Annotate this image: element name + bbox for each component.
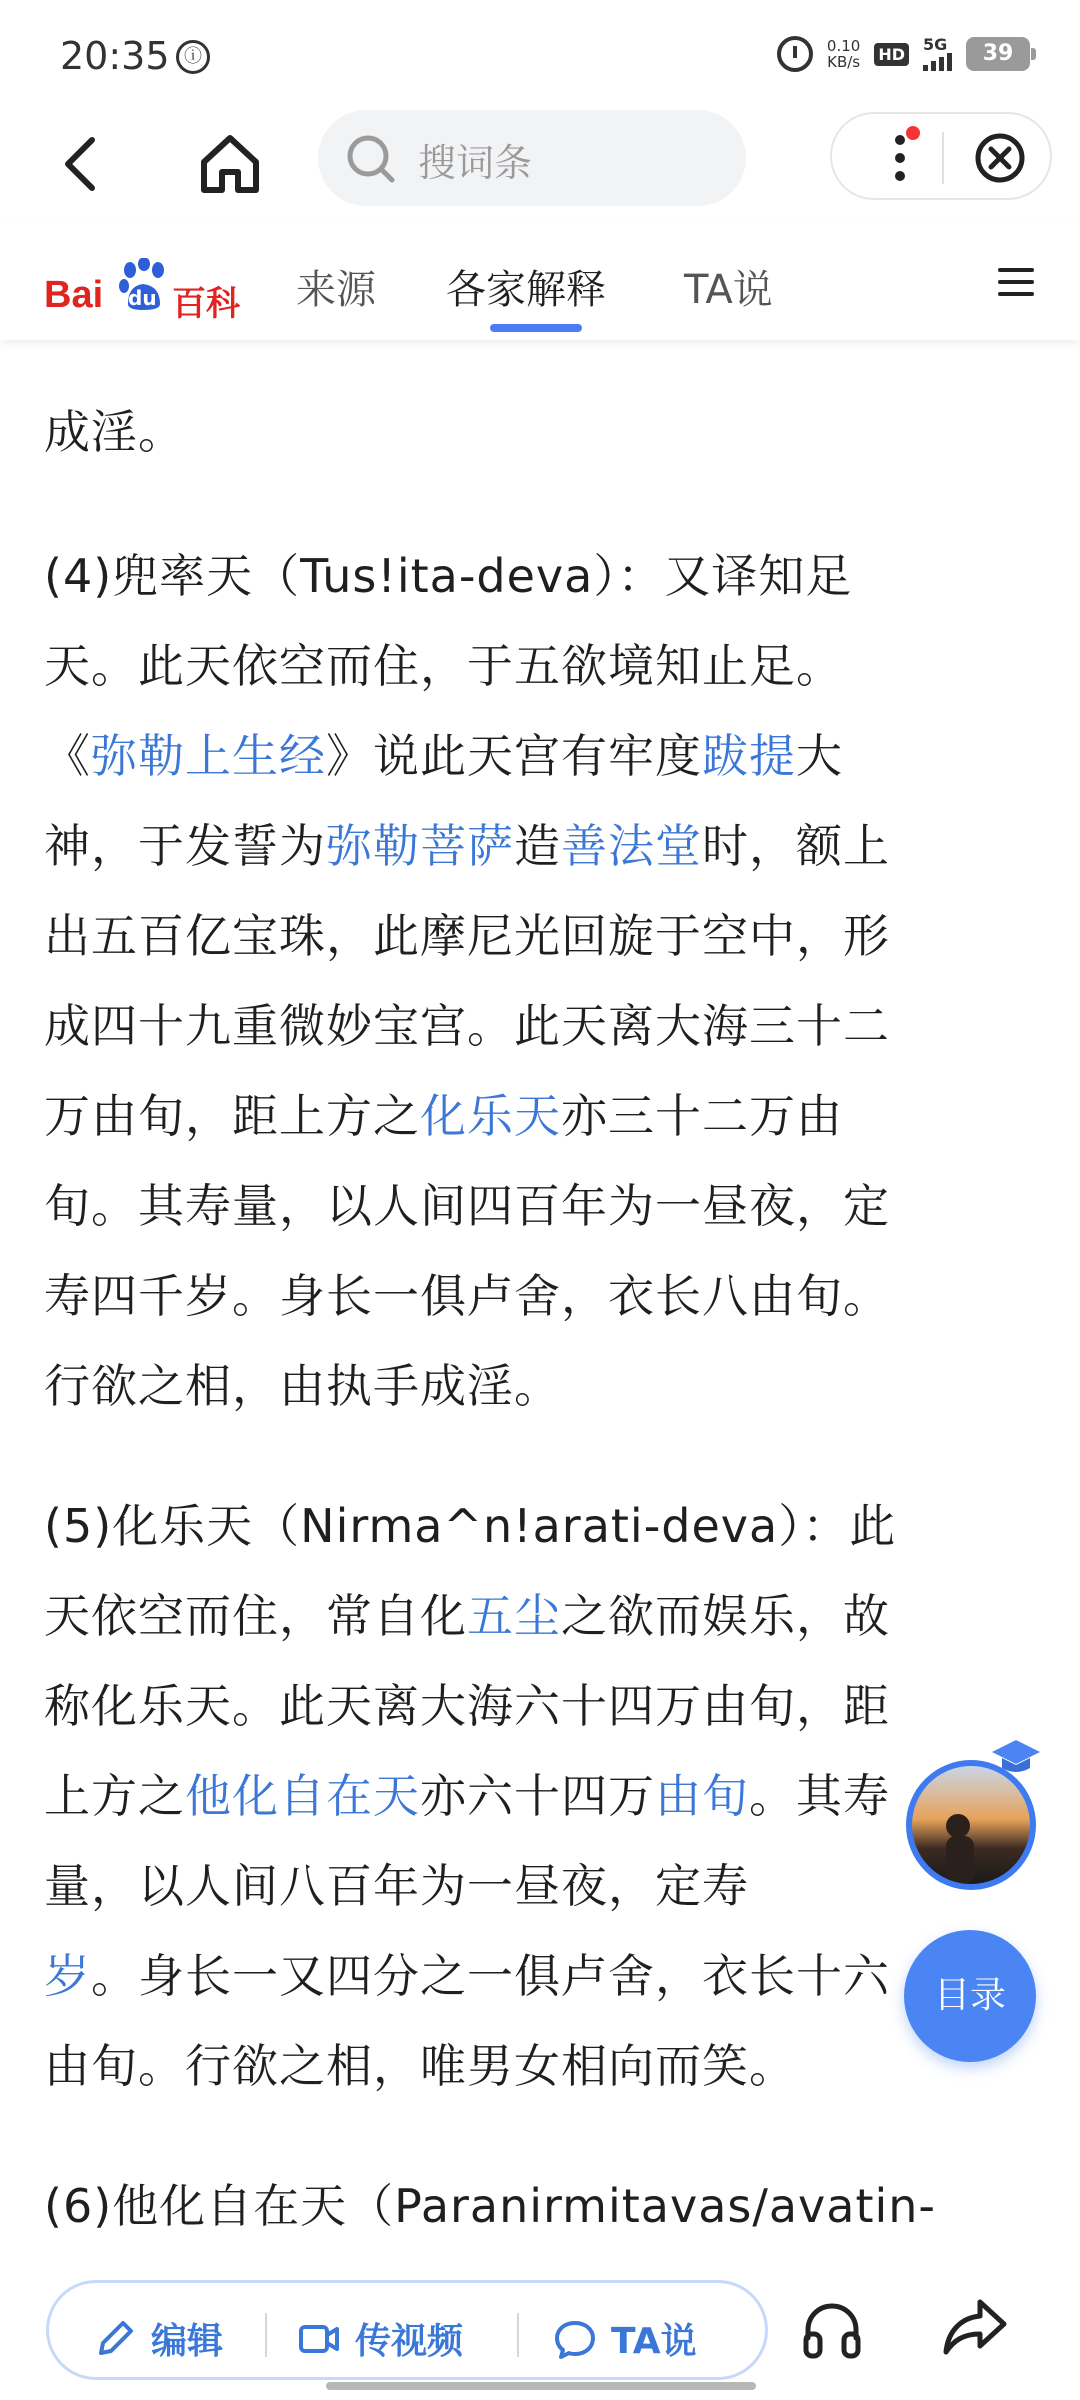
tab-explanations[interactable]: 各家解释	[446, 267, 606, 313]
article-line	[44, 1940, 890, 2006]
video-camera-icon	[297, 2317, 341, 2361]
article-line	[44, 1850, 749, 1916]
article-text: 旬。其寿量，以人间四百年为一昼夜，定	[44, 1179, 890, 1233]
back-arrow-icon	[48, 124, 128, 204]
active-tab-indicator	[490, 324, 582, 332]
hd-badge: HD	[874, 43, 909, 66]
article-text: 量，以人间八百年为一昼夜，定寿	[44, 1859, 749, 1913]
article-text: 天依空而住，常自化	[44, 1589, 467, 1643]
ai-assistant-avatar[interactable]	[906, 1760, 1036, 1890]
article-link[interactable]: 五尘	[467, 1589, 561, 1643]
upload-video-button[interactable]	[297, 2313, 463, 2364]
article-text: 上方之	[44, 1769, 185, 1823]
article-text: (5)化乐天（Nirma^n!arati-deva）：此	[44, 1499, 897, 1553]
pencil-icon	[93, 2317, 137, 2361]
article-text: 。其寿	[749, 1769, 890, 1823]
article-text: 成淫。	[44, 405, 185, 459]
article-text: (4)兜率天（Tus!ita-deva）：又译知足	[44, 549, 853, 603]
article-link[interactable]: 岁	[44, 1949, 91, 2003]
close-button[interactable]	[972, 130, 1028, 186]
ta-says-label: TA说	[611, 2321, 697, 2362]
gesture-home-indicator	[326, 2382, 756, 2390]
article-text: 大	[796, 729, 843, 783]
article-text: 《	[44, 729, 91, 783]
baidu-baike-logo[interactable]	[44, 248, 244, 324]
article-line	[44, 1260, 890, 1326]
article-text: 出五百亿宝珠，此摩尼光回旋于空中，形	[44, 909, 890, 963]
article-text: 行欲之相，由执手成淫。	[44, 1359, 561, 1413]
article-text: 造	[514, 819, 561, 873]
article-link[interactable]: 弥勒上生经	[91, 729, 326, 783]
article-line	[44, 2170, 936, 2236]
edit-label: 编辑	[151, 2321, 224, 2362]
article-line	[44, 990, 890, 1056]
article-link[interactable]: 由旬	[655, 1769, 749, 1823]
article-text: 寿四千岁。身长一俱卢舍，衣长八由旬。	[44, 1269, 890, 1323]
article-line	[44, 1490, 896, 1556]
action-divider	[517, 2313, 519, 2357]
action-divider	[265, 2313, 267, 2357]
article-link[interactable]: 跋提	[702, 729, 796, 783]
status-time: 20:35	[60, 34, 170, 78]
article-line	[44, 540, 852, 606]
article-link[interactable]: 弥勒菩萨	[326, 819, 514, 873]
article-line	[44, 900, 890, 966]
article-line	[44, 720, 843, 786]
search-input[interactable]	[318, 110, 746, 206]
article-text: 之欲而娱乐，故	[561, 1589, 890, 1643]
signal-icon	[923, 37, 952, 71]
baike-header	[0, 220, 1080, 340]
mini-program-capsule	[830, 112, 1052, 200]
article-text: 由旬。行欲之相，唯男女相向而笑。	[44, 2039, 796, 2093]
article-line	[44, 1080, 843, 1146]
article-text: 天。此天依空而住，于五欲境知止足。	[44, 639, 843, 693]
logo-du: du	[128, 286, 157, 310]
search-icon	[342, 130, 398, 186]
home-button[interactable]	[190, 124, 270, 204]
tab-sources[interactable]: 来源	[296, 267, 376, 313]
net-speed-value: 0.10	[826, 37, 861, 55]
capsule-divider	[942, 132, 944, 184]
article-link[interactable]: 善法堂	[561, 819, 702, 873]
table-of-contents-button[interactable]: 目录	[904, 1930, 1036, 2062]
bottom-action-bar	[0, 2260, 1080, 2400]
edit-button[interactable]	[93, 2313, 223, 2364]
battery-icon: 39	[966, 37, 1030, 71]
action-pill	[46, 2280, 768, 2380]
article-line	[44, 1170, 890, 1236]
logo-bai: Bai	[44, 274, 104, 316]
article-text: 时，额上	[702, 819, 890, 873]
article-line	[44, 1760, 890, 1826]
article-line	[44, 1580, 890, 1646]
article-text: 。身长一又四分之一俱卢舍，衣长十六	[91, 1949, 890, 2003]
article-line	[44, 810, 890, 876]
article-line	[44, 2030, 796, 2096]
status-icons	[777, 36, 1030, 72]
article-text: 》说此天宫有牢度	[326, 729, 702, 783]
net-speed	[827, 38, 860, 70]
status-bar	[0, 0, 1080, 110]
article-line	[44, 1670, 890, 1736]
article-line	[44, 630, 843, 696]
sunset-portrait-icon	[912, 1766, 1030, 1884]
article-line	[44, 1350, 561, 1416]
article-link[interactable]: 化乐天	[420, 1089, 561, 1143]
search-placeholder: 搜词条	[418, 141, 533, 185]
alarm-icon	[777, 36, 813, 72]
logo-baike: 百科	[172, 284, 240, 324]
article-text: 亦六十四万	[420, 1769, 655, 1823]
article-text: 称化乐天。此天离大海六十四万由旬，距	[44, 1679, 890, 1733]
close-circle-icon	[972, 130, 1028, 186]
back-button[interactable]	[48, 124, 128, 204]
status-notification-icon: ⓘ	[176, 40, 210, 74]
menu-icon[interactable]	[996, 262, 1036, 302]
notification-dot	[906, 126, 920, 140]
headphones-icon[interactable]	[800, 2298, 864, 2362]
net-speed-unit: KB/s	[827, 53, 861, 71]
article-link[interactable]: 他化自在天	[185, 1769, 420, 1823]
article-text: (6)他化自在天（Paranirmitavas/avatin-	[44, 2179, 937, 2233]
article-text: 亦三十二万由	[561, 1089, 843, 1143]
tab-ta-says[interactable]: TA说	[684, 267, 773, 313]
chat-bubble-icon	[553, 2317, 597, 2361]
article-line	[44, 396, 185, 462]
graduation-cap-icon	[990, 1738, 1042, 1778]
upload-video-label: 传视频	[355, 2321, 464, 2362]
ta-says-button[interactable]	[553, 2313, 697, 2364]
network-type: 5G	[923, 35, 948, 54]
browser-toolbar	[0, 110, 1080, 220]
home-icon	[190, 124, 270, 204]
article-text: 成四十九重微妙宝宫。此天离大海三十二	[44, 999, 890, 1053]
share-icon[interactable]	[940, 2294, 1010, 2360]
article-text: 万由旬，距上方之	[44, 1089, 420, 1143]
article-text: 神，于发誓为	[44, 819, 326, 873]
